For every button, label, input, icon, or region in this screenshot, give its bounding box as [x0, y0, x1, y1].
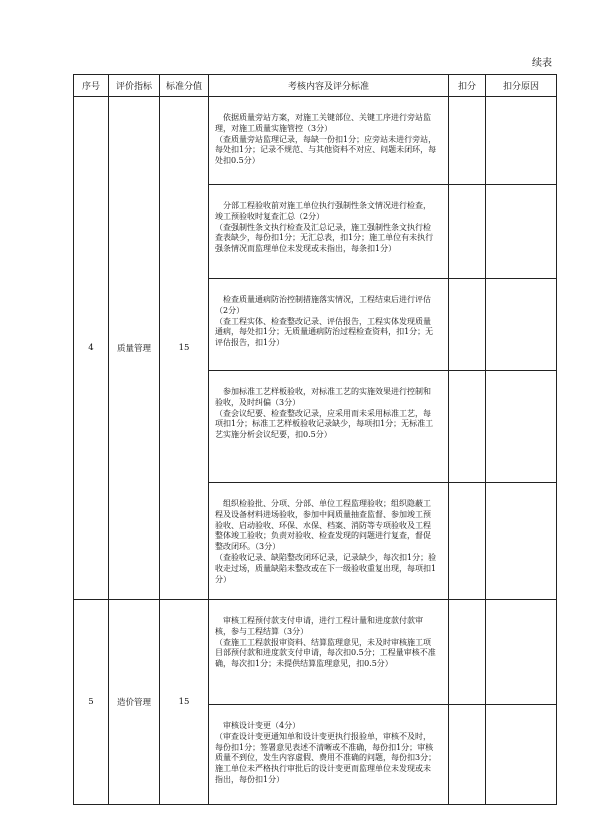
header-reason: 扣分原因	[486, 75, 557, 97]
criteria-main: 审核设计变更（4分）	[223, 721, 301, 730]
header-criteria: 考核内容及评分标准	[209, 75, 449, 97]
criteria-cell	[209, 371, 449, 483]
reason-cell[interactable]	[486, 185, 557, 279]
reason-cell[interactable]	[486, 97, 557, 185]
criteria-detail: （查质量旁站监理记录，每缺一份扣1分；应旁站未进行旁站，每处扣1分；记录不规范、与其他资料不对应、问题未闭环，每处扣0.5分）	[215, 134, 437, 166]
criteria-detail: （查工程实体、检查整改记录、评估报告，工程实体发现质量通病，每处扣1分；无质量通病防治过程检查资料，扣1分；无评估报告，扣1分）	[215, 316, 434, 348]
deduction-cell[interactable]	[449, 279, 486, 371]
criteria-detail: （查施工工程款报审资料、结算监理意见，未及时审核施工项目部预付款和进度款支付申请，每次扣0.5分；工程量审核不准确，每次扣1分；未提供结算监理意见，扣0.5分）	[215, 637, 436, 669]
deduction-cell[interactable]	[449, 371, 486, 483]
evaluation-table	[73, 74, 557, 805]
deduction-cell[interactable]	[449, 185, 486, 279]
criteria-cell	[209, 600, 449, 705]
header-no: 序号	[74, 75, 109, 97]
criteria-detail: （查会议纪要、检查整改记录，应采用而未采用标准工艺，每项扣1分；标准工艺样板验收记录缺少，每项扣1分；无标准工艺实施分析会议纪要，扣0.5分）	[215, 408, 434, 440]
criteria-main: 组织检验批、分项、分部、单位工程监理验收；组织隐蔽工程及设备材料进场验收，参加中间质量抽查监督、参加竣工预验收、启动验收、环保、水保、档案、消防等专项验收及工程整体竣工验收；负责对验收、检查发现的问题进行复查，督促整改闭环。（3分）	[215, 499, 431, 552]
deduction-cell[interactable]	[449, 97, 486, 185]
criteria-main: 审核工程预付款支付申请，进行工程计量和进度款付款审核，参与工程结算（3分）	[215, 616, 423, 636]
header-row	[74, 75, 557, 97]
deduction-cell[interactable]	[449, 705, 486, 805]
table-row	[74, 97, 557, 185]
reason-cell[interactable]	[486, 705, 557, 805]
table-row	[74, 600, 557, 705]
row-number: 5	[74, 600, 109, 805]
criteria-detail: （查强制性条文执行检查及汇总记录，施工强制性条文执行检查表缺少，每份扣1分；无汇总表，扣1分；施工单位有未执行强条情况而监理单位未发现或未指出，每条扣1分）	[215, 222, 434, 254]
criteria-main: 依据质量旁站方案，对施工关键部位、关键工序进行旁站监理，对施工质量实施管控（3分）	[215, 113, 431, 133]
continued-label: 续表	[532, 58, 552, 69]
criteria-cell	[209, 97, 449, 185]
criteria-cell	[209, 185, 449, 279]
criteria-detail: （查验收记录、缺陷整改闭环记录，记录缺少，每次扣1分；验收走过场，质量缺陷未整改或在下一级验收重复出现，每项扣1分）	[215, 552, 437, 584]
header-deduction: 扣分	[449, 75, 486, 97]
reason-cell[interactable]	[486, 279, 557, 371]
criteria-main: 分部工程验收前对施工单位执行强制性条文情况进行检查，竣工预验收时复查汇总（2分）	[215, 201, 431, 221]
row-score: 15	[160, 97, 209, 600]
row-score: 15	[160, 600, 209, 805]
deduction-cell[interactable]	[449, 483, 486, 600]
row-number: 4	[74, 97, 109, 600]
criteria-cell	[209, 483, 449, 600]
criteria-detail: （审查设计变更通知单和设计变更执行报验单，审核不及时，每份扣1分；签署意见表述不清晰或不准确，每份扣1分；审核质量不到位，发生内容虚假、费用不准确的问题，每份扣3分；施工单位未严格执行审批后的设计变更而监理单位未发现或未指出，每份扣1分）	[215, 731, 437, 784]
row-indicator: 造价管理	[109, 600, 160, 805]
row-indicator: 质量管理	[109, 97, 160, 600]
criteria-main: 参加标准工艺样板验收，对标准工艺的实施效果进行控制和验收，及时纠偏（3分）	[215, 387, 431, 407]
reason-cell[interactable]	[486, 600, 557, 705]
criteria-cell	[209, 705, 449, 805]
deduction-cell[interactable]	[449, 600, 486, 705]
header-score: 标准分值	[160, 75, 209, 97]
reason-cell[interactable]	[486, 483, 557, 600]
criteria-main: 检查质量通病防治控制措施落实情况，工程结束后进行评估（2分）	[215, 295, 431, 315]
header-indicator: 评价指标	[109, 75, 160, 97]
reason-cell[interactable]	[486, 371, 557, 483]
criteria-cell	[209, 279, 449, 371]
